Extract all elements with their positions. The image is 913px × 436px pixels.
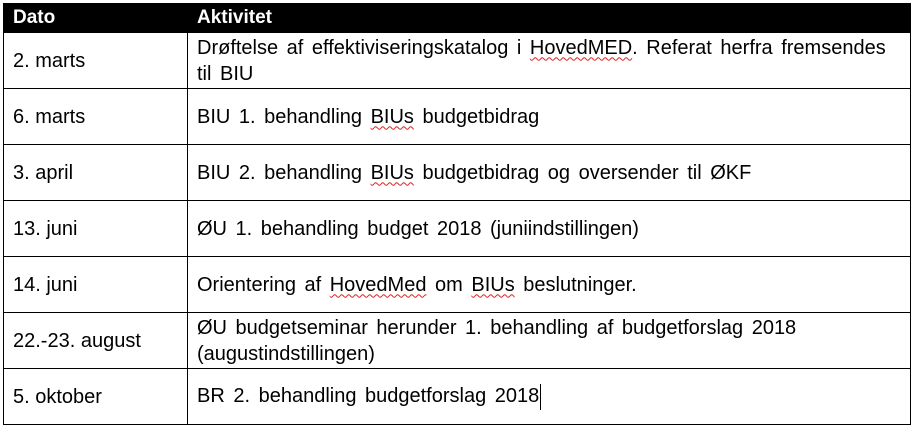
spellcheck-word: HovedMed [329, 273, 427, 296]
activity-text: budgetbidrag [413, 105, 540, 128]
table-body [4, 33, 911, 425]
table-row [4, 33, 911, 89]
activity-text: Orientering af [197, 273, 330, 296]
activity-cell[interactable] [188, 89, 911, 145]
header-date: Dato [4, 4, 188, 33]
date-cell[interactable]: 2. marts [4, 33, 188, 89]
activity-text: BIU 1. behandling [197, 105, 371, 128]
spellcheck-word: BIUs [471, 273, 515, 296]
header-activity: Aktivitet [188, 4, 911, 33]
activity-text: ØU budgetseminar herunder 1. behandling af budgetforslag 2018 (augustindstillingen) [197, 316, 797, 365]
table-row [4, 313, 911, 369]
text-cursor [540, 384, 541, 410]
activity-cell[interactable] [188, 145, 911, 201]
date-cell[interactable]: 14. juni [4, 257, 188, 313]
table-row [4, 89, 911, 145]
date-cell[interactable]: 22.-23. august [4, 313, 188, 369]
activity-text: BR 2. behandling budgetforslag 2018 [197, 385, 540, 408]
activity-cell[interactable] [188, 257, 911, 313]
date-cell[interactable]: 6. marts [4, 89, 188, 145]
date-cell[interactable]: 5. oktober [4, 369, 188, 425]
activity-text: beslutninger. [514, 273, 637, 296]
table-row [4, 201, 911, 257]
spellcheck-word: BIUs [370, 161, 414, 184]
activity-cell[interactable] [188, 313, 911, 369]
activity-cell[interactable] [188, 201, 911, 257]
table-row [4, 145, 911, 201]
spellcheck-word: HovedMED [529, 36, 633, 59]
date-cell[interactable]: 3. april [4, 145, 188, 201]
table-row [4, 369, 911, 425]
table-header [4, 4, 911, 33]
date-cell[interactable]: 13. juni [4, 201, 188, 257]
activity-cell[interactable] [188, 33, 911, 89]
activity-text: om [426, 273, 472, 296]
activity-text: Drøftelse af effektiviseringskatalog i [197, 36, 530, 59]
table-row [4, 257, 911, 313]
activity-schedule-table [3, 3, 911, 425]
activity-text: BIU 2. behandling [197, 161, 371, 184]
activity-cell[interactable] [188, 369, 911, 425]
activity-text: ØU 1. behandling budget 2018 (juniindstillingen) [197, 217, 639, 240]
header-row [4, 4, 911, 33]
spellcheck-word: BIUs [370, 105, 414, 128]
activity-text: . Referat herfra fremsendes til BIU [197, 36, 886, 85]
activity-text: budgetbidrag og oversender til ØKF [413, 161, 752, 184]
